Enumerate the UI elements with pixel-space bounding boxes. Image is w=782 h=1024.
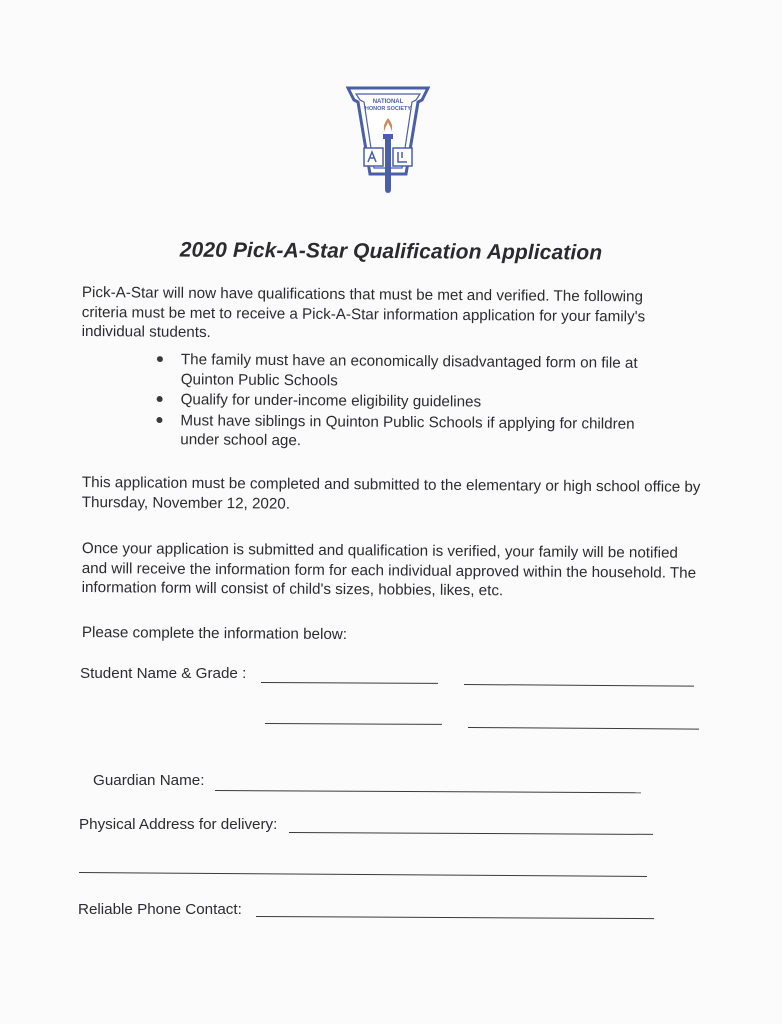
criteria-item [152, 350, 672, 393]
nhs-keystone-logo-icon [346, 86, 430, 196]
student-name-field-2[interactable] [464, 684, 694, 687]
guardian-name-field[interactable] [215, 790, 641, 793]
student-name-field-4[interactable] [468, 727, 699, 730]
bullet-icon [157, 356, 163, 362]
instruction-text: Please complete the information below: [81, 623, 348, 644]
process-paragraph: Once your application is submitted and qualification is verified, your family will be notified and will receive the information form for each individual approved within the household. The information form will consist of child's sizes, hobbies, likes, etc. [81, 539, 697, 600]
phone-contact-field[interactable] [256, 916, 654, 919]
student-name-field-3[interactable] [265, 723, 442, 725]
document-title: 2020 Pick-A-Star Qualification Application [179, 238, 603, 265]
svg-text:HONOR SOCIETY: HONOR SOCIETY [364, 106, 412, 112]
criteria-list [151, 350, 672, 455]
guardian-name-label: Guardian Name: [93, 772, 205, 789]
criteria-item [151, 410, 671, 453]
student-name-field-1[interactable] [261, 682, 438, 684]
bullet-icon [157, 396, 163, 402]
criteria-text: The family must have an economically disadvantaged form on file at Quinton Public Schools [180, 351, 638, 389]
svg-text:NATIONAL: NATIONAL [372, 99, 404, 105]
criteria-item [152, 390, 672, 414]
physical-address-field[interactable] [289, 832, 653, 835]
student-name-grade-label: Student Name & Grade : [80, 665, 247, 682]
physical-address-field-line-2[interactable] [79, 872, 647, 877]
criteria-text: Qualify for under-income eligibility guidelines [180, 391, 482, 411]
bullet-icon [156, 417, 162, 423]
phone-contact-label: Reliable Phone Contact: [78, 901, 242, 918]
criteria-text: Must have siblings in Quinton Public Schools if applying for children under school age. [180, 411, 635, 450]
intro-paragraph: Pick-A-Star will now have qualifications that must be met and verified. The following criteria must be met to receive a Pick-A-Star information application for your family's individual students. [81, 283, 646, 342]
physical-address-label: Physical Address for delivery: [79, 816, 278, 833]
deadline-paragraph: This application must be completed and submitted to the elementary or high school office by Thursday, November 12, 2020. [81, 473, 701, 513]
